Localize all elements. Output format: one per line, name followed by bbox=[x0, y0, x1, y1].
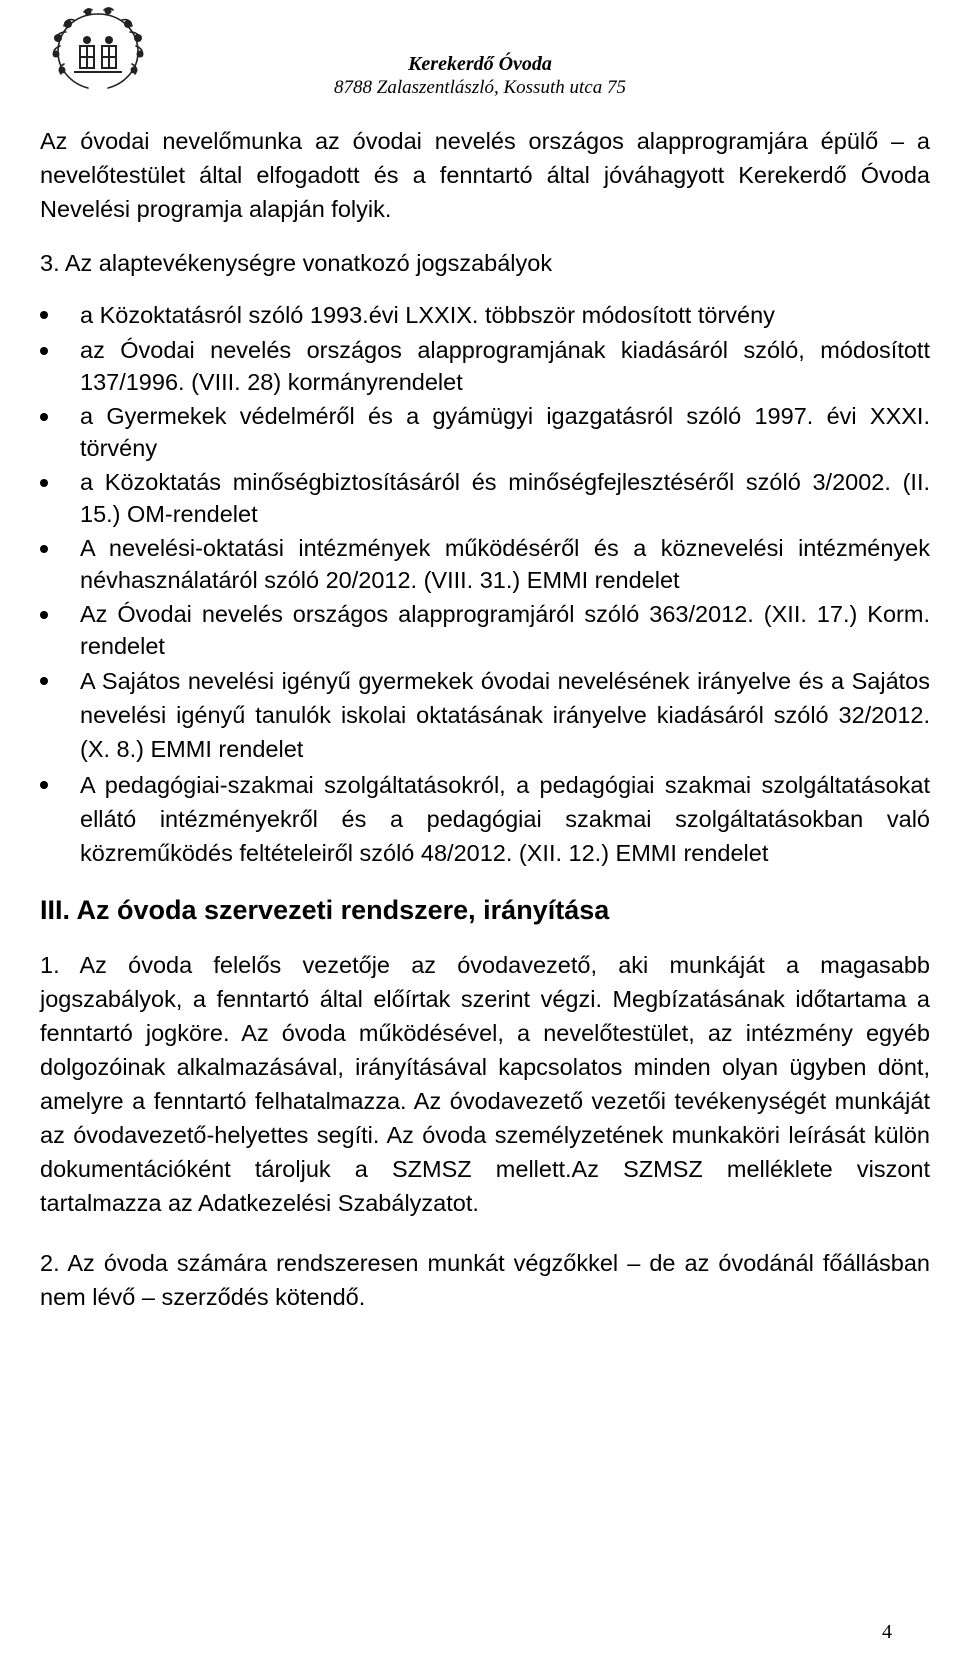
bullet-icon bbox=[40, 311, 48, 319]
legislation-list-item bbox=[40, 466, 930, 530]
bullet-icon bbox=[40, 611, 48, 619]
document-header bbox=[300, 52, 660, 100]
legislation-text: A pedagógiai-szakmai szolgáltatásokról, a pedagógiai szakmai szolgáltatásokat ellátó intézményekről és a pedagógiai szakmai szolgáltatásokban való közreműködés feltételeiről szóló 48/2012. (XII. 12.) EMMI rendelet bbox=[80, 772, 930, 866]
legislation-list-item bbox=[40, 298, 930, 332]
legislation-list-item bbox=[40, 768, 930, 870]
header-kindergarten-name: Kerekerdő Óvoda bbox=[408, 53, 552, 75]
bullet-icon bbox=[40, 347, 48, 355]
legislation-list bbox=[40, 298, 930, 870]
header-address: 8788 Zalaszentlászló, Kossuth utca 75 bbox=[334, 77, 626, 98]
legislation-text: a Gyermekek védelméről és a gyámügyi igazgatásról szóló 1997. évi XXXI. törvény bbox=[80, 403, 930, 461]
legislation-text: Az Óvodai nevelés országos alapprogramjáról szóló 363/2012. (XII. 17.) Korm. rendelet bbox=[80, 601, 930, 659]
bullet-icon bbox=[40, 677, 48, 685]
legislation-list-item bbox=[40, 664, 930, 766]
section-heading: III. Az óvoda szervezeti rendszere, irányítása bbox=[40, 895, 610, 925]
legislation-list-item bbox=[40, 532, 930, 596]
page-number: 4 bbox=[882, 1621, 892, 1643]
bullet-icon bbox=[40, 413, 48, 421]
legislation-text: A nevelési-oktatási intézmények működéséről és a köznevelési intézmények névhasználatáról szóló 20/2012. (VIII. 31.) EMMI rendelet bbox=[80, 535, 930, 593]
bullet-icon bbox=[40, 781, 48, 789]
legislation-list-item bbox=[40, 598, 930, 662]
kindergarten-logo bbox=[44, 6, 152, 100]
legislation-text: az Óvodai nevelés országos alapprogramjának kiadásáról szóló, módosított 137/1996. (VIII. 28) kormányrendelet bbox=[80, 337, 930, 395]
legislation-list-item bbox=[40, 400, 930, 464]
legislation-subheading: 3. Az alaptevékenységre vonatkozó jogszabályok bbox=[40, 250, 553, 276]
bullet-icon bbox=[40, 479, 48, 487]
paragraph-1: 1. Az óvoda felelős vezetője az óvodavezető, aki munkáját a magasabb jogszabályok, a fenntartó által előírtak szerint végzi. Megbízatásának időtartama a fenntartó jogköre. Az óvoda működésével, a nevelőtestület, az intézmény egyéb dolgozóinak alkalmazásával, irányításával kapcsolatos minden olyan ügyben dönt, amelyre a fenntartó felhatalmazza. Az óvodavezető vezetői tevékenységét munkáját az óvodavezető-helyettes segíti. Az óvoda személyzetének munkaköri leírását külön dokumentációként tároljuk a SZMSZ mellett.Az SZMSZ melléklete viszont tartalmazza az Adatkezelési Szabályzatot. bbox=[40, 952, 930, 1216]
bullet-icon bbox=[40, 545, 48, 553]
document-body bbox=[40, 124, 930, 1314]
legislation-text: a Közoktatásról szóló 1993.évi LXXIX. többször módosított törvény bbox=[80, 302, 775, 328]
legislation-list-item bbox=[40, 334, 930, 398]
legislation-text: A Sajátos nevelési igényű gyermekek óvodai nevelésének irányelve és a Sajátos nevelési igényű tanulók iskolai oktatásának irányelve kiadásáról szóló 32/2012. (X. 8.) EMMI rendelet bbox=[80, 668, 930, 762]
paragraph-2: 2. Az óvoda számára rendszeresen munkát végzőkkel – de az óvodánál főállásban nem lévő – szerződés kötendő. bbox=[40, 1250, 930, 1310]
intro-paragraph: Az óvodai nevelőmunka az óvodai nevelés országos alapprogramjára épülő – a nevelőtestület által elfogadott és a fenntartó által jóváhagyott Kerekerdő Óvoda Nevelési programja alapján folyik. bbox=[40, 128, 930, 222]
legislation-text: a Közoktatás minőségbiztosításáról és minőségfejlesztéséről szóló 3/2002. (II. 15.) OM-rendelet bbox=[80, 469, 930, 527]
